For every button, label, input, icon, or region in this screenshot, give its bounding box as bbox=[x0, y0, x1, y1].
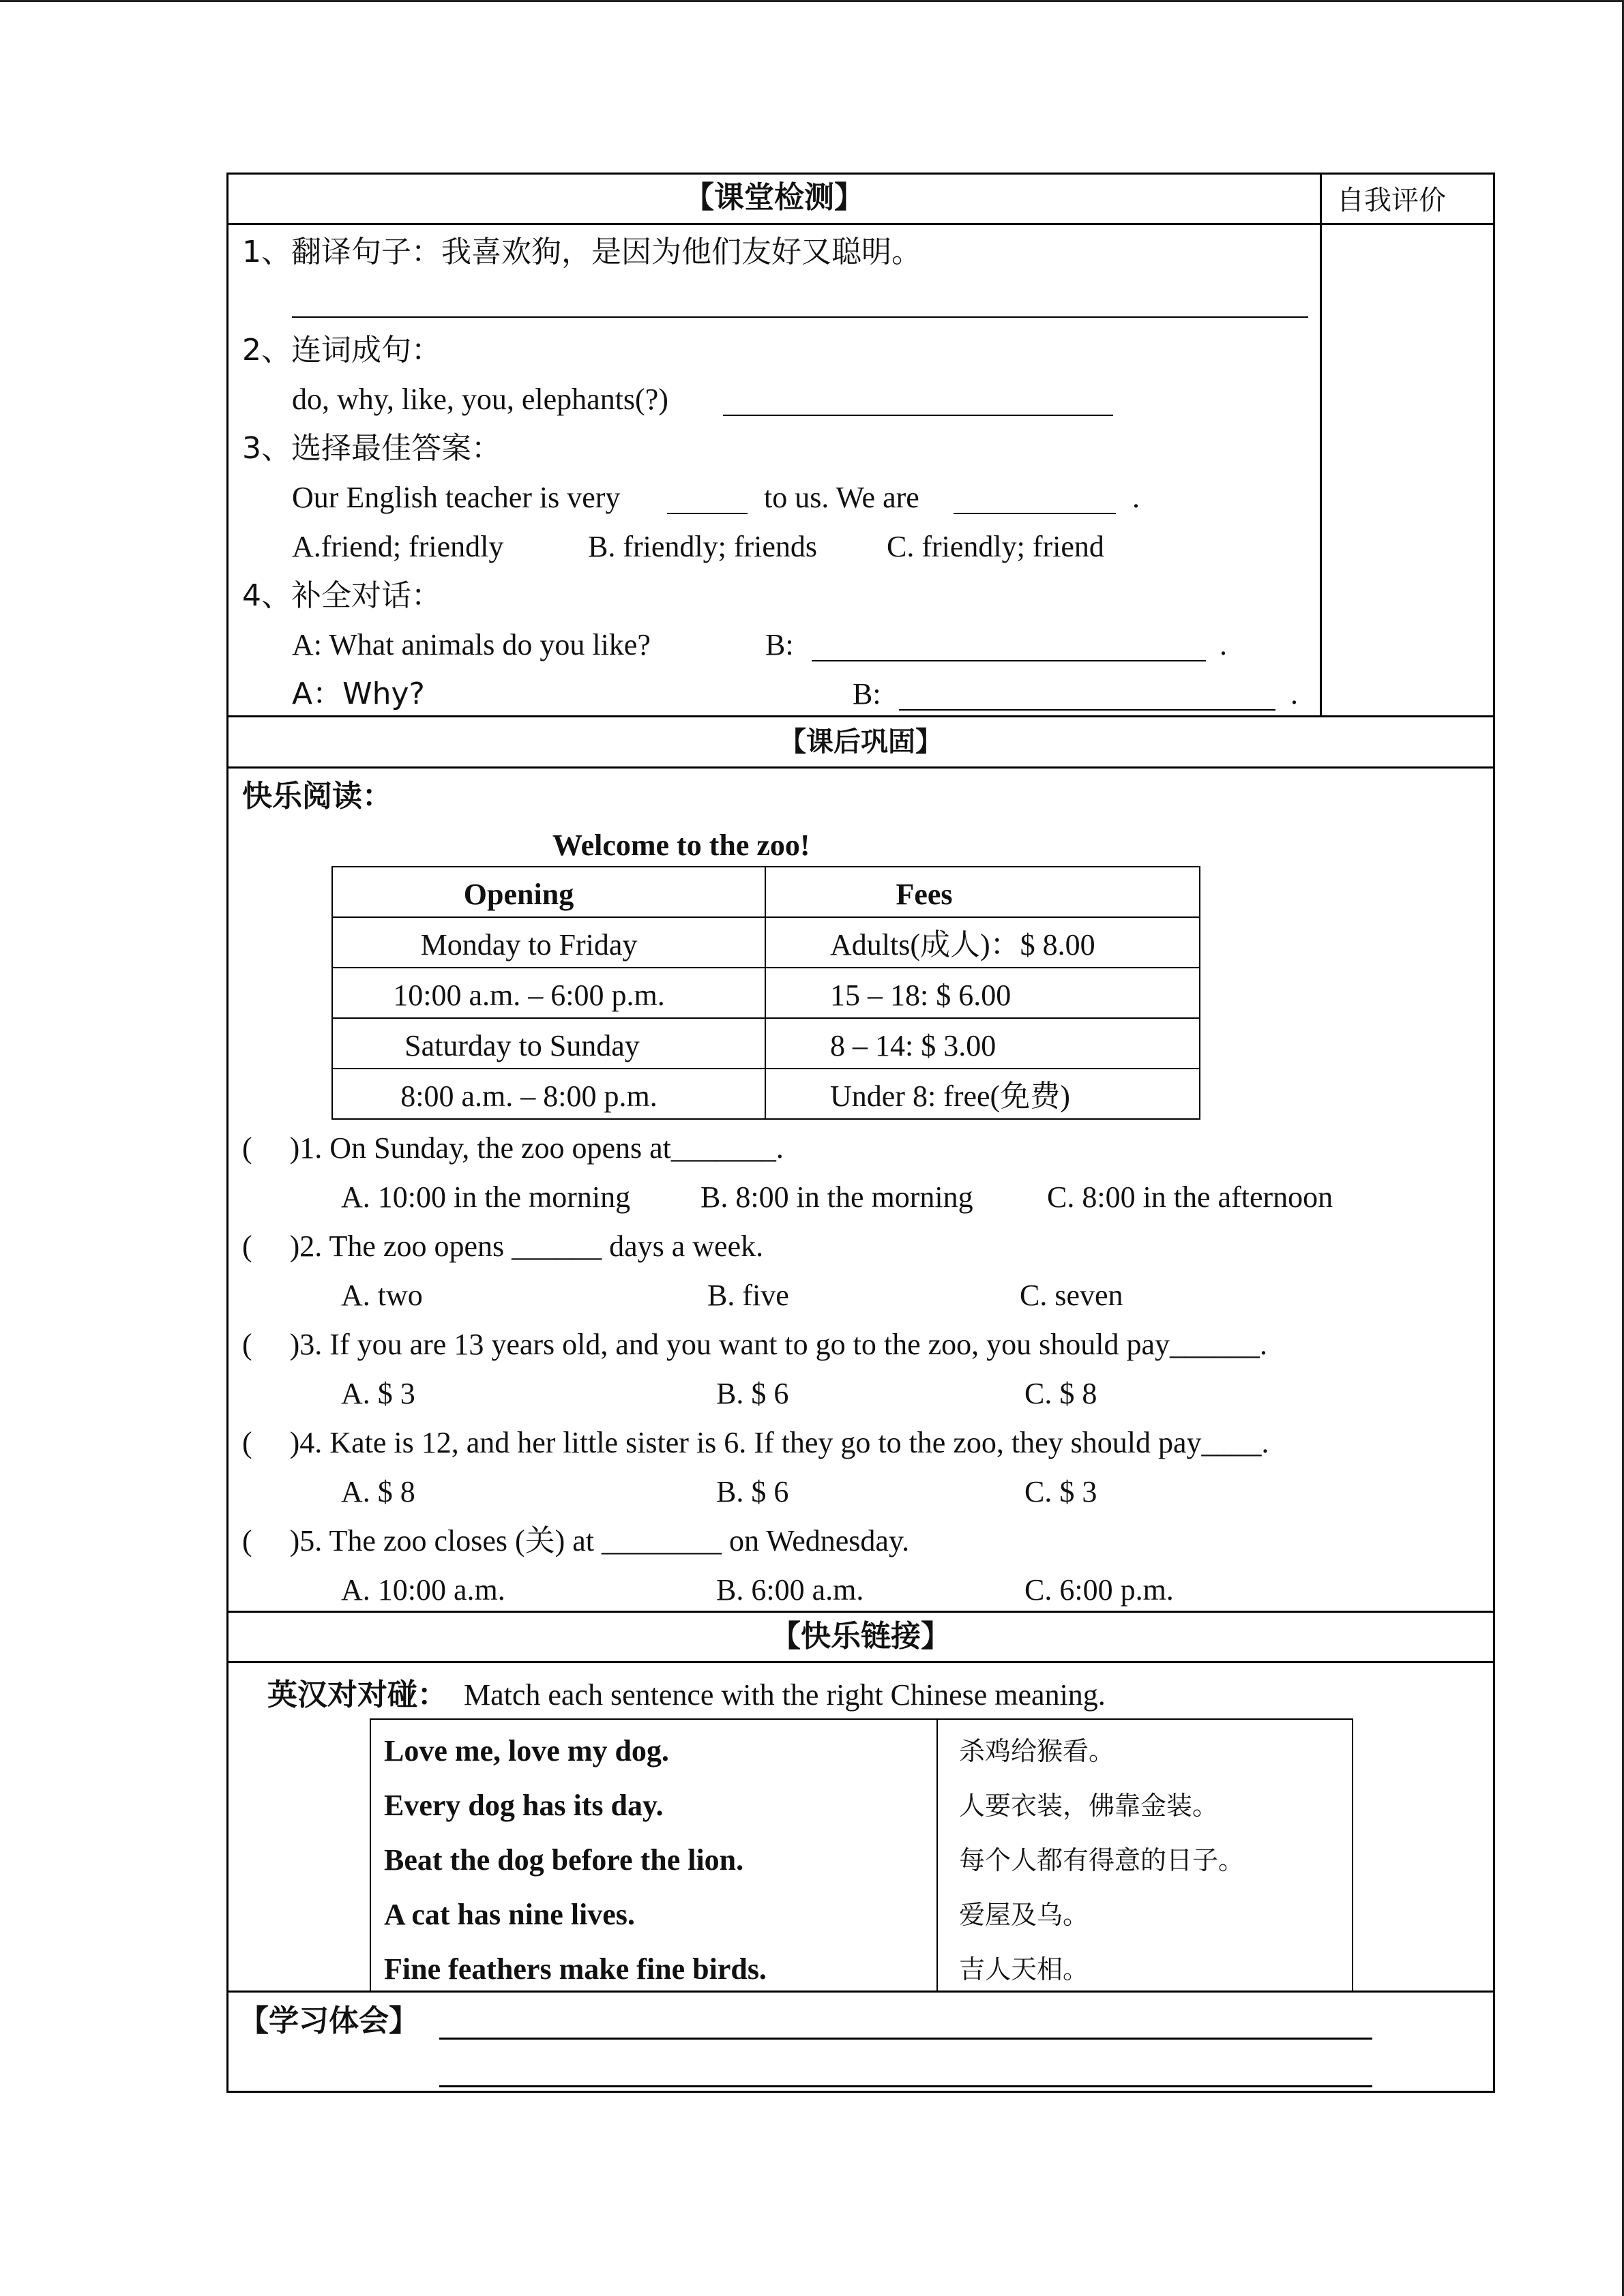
answer-line-2[interactable] bbox=[723, 415, 1113, 416]
option-3b: B. friendly; friends bbox=[588, 530, 818, 563]
table-cell: 10:00 a.m. – 6:00 p.m. bbox=[393, 979, 665, 1012]
english-proverb[interactable]: Love me, love my dog. bbox=[384, 1734, 669, 1768]
reading-question-3: ( )3. If you are 13 years old, and you want to go to the zoo, you should pay______. bbox=[242, 1328, 1268, 1361]
option-1a[interactable]: A. 10:00 in the morning bbox=[341, 1180, 631, 1214]
table-cell: Monday to Friday bbox=[420, 928, 638, 961]
answer-line-4b[interactable] bbox=[899, 709, 1275, 711]
table-header-fees: Fees bbox=[896, 878, 953, 911]
option-4b[interactable]: B. $ 6 bbox=[716, 1475, 789, 1508]
question-3-period: . bbox=[1132, 481, 1140, 514]
option-3c[interactable]: C. $ 8 bbox=[1024, 1377, 1097, 1410]
chinese-meaning[interactable]: 人要衣装，佛靠金装。 bbox=[959, 1791, 1219, 1821]
dialog-b2-label: B: bbox=[853, 677, 881, 711]
chinese-meaning[interactable]: 每个人都有得意的日子。 bbox=[959, 1845, 1245, 1875]
match-instruction: Match each sentence with the right Chinese meaning. bbox=[464, 1678, 1106, 1712]
after-class-title: 【课后巩固】 bbox=[779, 726, 943, 758]
reflection-title: 【学习体会】 bbox=[239, 2003, 419, 2038]
happy-link-title: 【快乐链接】 bbox=[771, 1619, 951, 1654]
question-3-sentence-a: Our English teacher is very bbox=[292, 481, 621, 514]
page-top-border bbox=[0, 0, 1624, 2]
dialog-b2-period: . bbox=[1290, 677, 1298, 711]
question-2-words: do, why, like, you, elephants(?) bbox=[292, 383, 668, 416]
dialog-a1: A: What animals do you like? bbox=[292, 628, 651, 661]
option-1c[interactable]: C. 8:00 in the afternoon bbox=[1047, 1180, 1333, 1214]
answer-line-4a[interactable] bbox=[812, 660, 1206, 661]
english-proverb[interactable]: Every dog has its day. bbox=[384, 1789, 664, 1822]
chinese-meaning[interactable]: 爱屋及乌。 bbox=[959, 1900, 1089, 1930]
reflection-line-1[interactable] bbox=[439, 2038, 1372, 2040]
table-header-opening: Opening bbox=[463, 878, 574, 911]
table-cell: 8 – 14: $ 3.00 bbox=[830, 1029, 996, 1062]
dialog-b1-period: . bbox=[1220, 628, 1227, 661]
match-label: 英汉对对碰： bbox=[267, 1678, 447, 1712]
english-proverb[interactable]: A cat has nine lives. bbox=[384, 1898, 635, 1931]
option-3a[interactable]: A. $ 3 bbox=[341, 1377, 415, 1410]
reading-label: 快乐阅读： bbox=[242, 779, 392, 814]
option-5a[interactable]: A. 10:00 a.m. bbox=[341, 1573, 505, 1607]
option-3c: C. friendly; friend bbox=[887, 530, 1104, 563]
reading-question-5: ( )5. The zoo closes (关) at ________ on Wednesday. bbox=[242, 1524, 910, 1557]
answer-blank-3a[interactable] bbox=[667, 513, 748, 514]
chinese-meaning[interactable]: 吉人天相。 bbox=[959, 1954, 1089, 1984]
option-5b[interactable]: B. 6:00 a.m. bbox=[716, 1573, 864, 1607]
english-proverb[interactable]: Beat the dog before the lion. bbox=[384, 1843, 744, 1877]
self-evaluation-label: 自我评价 bbox=[1337, 185, 1446, 216]
table-cell: 8:00 a.m. – 8:00 p.m. bbox=[400, 1079, 658, 1113]
option-4c[interactable]: C. $ 3 bbox=[1024, 1475, 1097, 1508]
question-3-sentence-b: to us. We are bbox=[764, 481, 919, 514]
table-cell: Adults(成人)：$ 8.00 bbox=[830, 928, 1095, 961]
question-2: 2、连词成句： bbox=[242, 333, 441, 368]
table-cell: Under 8: free(免费) bbox=[830, 1079, 1070, 1113]
question-3: 3、选择最佳答案： bbox=[242, 431, 501, 466]
classroom-check-title: 【课堂检测】 bbox=[684, 180, 864, 215]
option-2a[interactable]: A. two bbox=[341, 1279, 423, 1312]
option-3a: A.friend; friendly bbox=[292, 530, 504, 563]
option-4a[interactable]: A. $ 8 bbox=[341, 1475, 415, 1508]
question-1: 1、翻译句子：我喜欢狗，是因为他们友好又聪明。 bbox=[242, 235, 921, 269]
answer-blank-3b[interactable] bbox=[954, 513, 1116, 514]
chinese-meaning[interactable]: 杀鸡给猴看。 bbox=[959, 1736, 1115, 1766]
reading-question-2: ( )2. The zoo opens ______ days a week. bbox=[242, 1229, 764, 1263]
english-proverb[interactable]: Fine feathers make fine birds. bbox=[384, 1952, 767, 1986]
question-4: 4、补全对话： bbox=[242, 578, 441, 613]
option-2c[interactable]: C. seven bbox=[1020, 1279, 1123, 1312]
dialog-a2: A：Why? bbox=[292, 676, 425, 711]
option-1b[interactable]: B. 8:00 in the morning bbox=[700, 1180, 973, 1214]
option-5c[interactable]: C. 6:00 p.m. bbox=[1024, 1573, 1174, 1607]
zoo-title: Welcome to the zoo! bbox=[552, 829, 810, 862]
table-cell: Saturday to Sunday bbox=[404, 1029, 640, 1062]
reading-question-1: ( )1. On Sunday, the zoo opens at_______. bbox=[242, 1131, 784, 1165]
option-3b[interactable]: B. $ 6 bbox=[716, 1377, 789, 1410]
table-cell: 15 – 18: $ 6.00 bbox=[830, 979, 1012, 1012]
option-2b[interactable]: B. five bbox=[707, 1279, 789, 1312]
answer-line-1[interactable] bbox=[292, 316, 1308, 318]
reflection-line-2[interactable] bbox=[439, 2085, 1372, 2087]
reading-question-4: ( )4. Kate is 12, and her little sister is 6. If they go to the zoo, they should pay____. bbox=[242, 1426, 1269, 1459]
dialog-b1-label: B: bbox=[765, 628, 794, 661]
